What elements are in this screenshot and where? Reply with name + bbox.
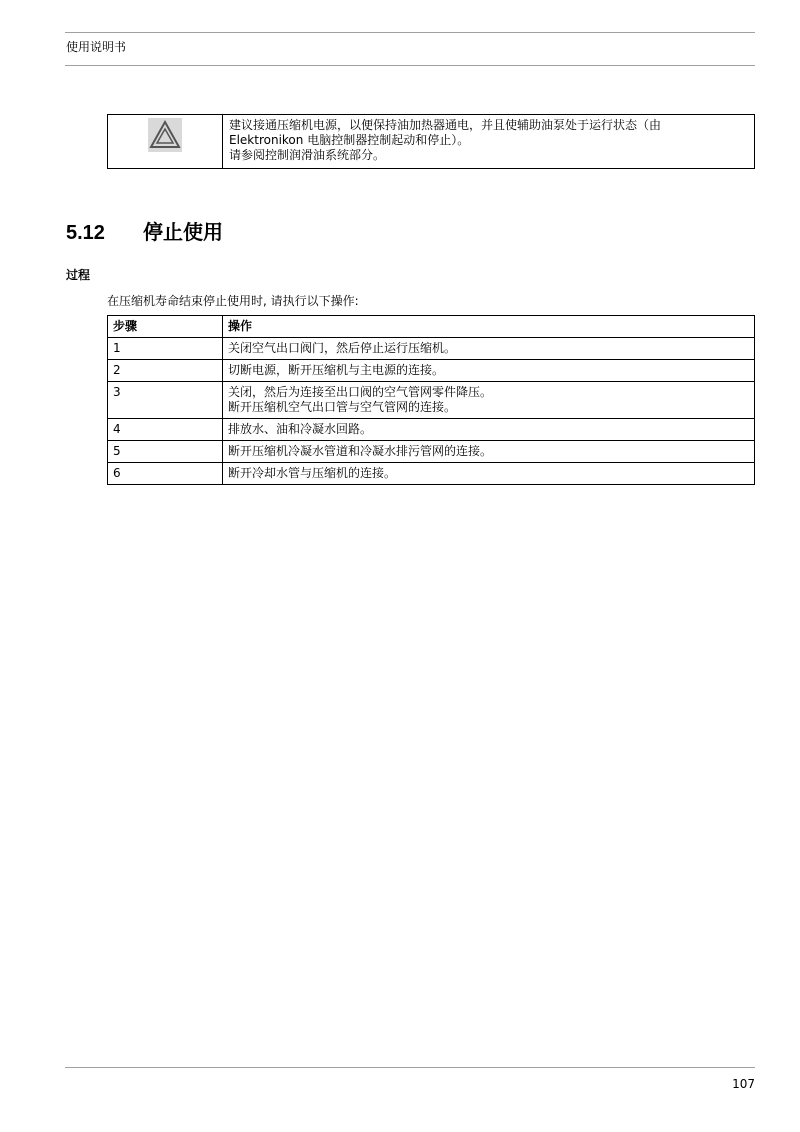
footer-rule: [65, 1067, 755, 1068]
notice-icon-cell: [108, 115, 223, 169]
step-number: 1: [108, 338, 223, 360]
notice-line: Elektronikon 电脑控制器控制起动和停止）。: [229, 133, 470, 147]
table-row: [108, 463, 755, 485]
step-column-header: 步骤: [108, 316, 223, 338]
section-title: 停止使用: [143, 222, 223, 244]
header-rule-top: [65, 32, 755, 33]
action-line: 断开压缩机空气出口管与空气管网的连接。: [228, 400, 457, 414]
notice-line: 请参阅控制润滑油系统部分。: [229, 148, 386, 162]
step-action: [223, 441, 755, 463]
procedure-intro: 在压缩机寿命结束停止使用时, 请执行以下操作:: [107, 294, 359, 308]
step-number: 3: [108, 382, 223, 419]
step-action: [223, 360, 755, 382]
section-number: 5.12: [66, 222, 105, 244]
warning-notice: [107, 114, 755, 169]
action-line: 断开压缩机冷凝水管道和冷凝水排污管网的连接。: [228, 444, 493, 458]
section-heading: [66, 216, 223, 245]
header-rule-bottom: [65, 65, 755, 66]
page-number: 107: [732, 1077, 755, 1091]
table-row: [108, 338, 755, 360]
notice-line: 建议接通压缩机电源，以便保持油加热器通电，并且使辅助油泵处于运行状态（由: [229, 118, 662, 132]
step-number: 6: [108, 463, 223, 485]
document-title: 使用说明书: [66, 40, 127, 54]
step-action: [223, 419, 755, 441]
step-action: [223, 382, 755, 419]
step-number: 4: [108, 419, 223, 441]
steps-table: [107, 315, 755, 485]
table-row: [108, 360, 755, 382]
action-line: 切断电源，断开压缩机与主电源的连接。: [228, 363, 445, 377]
notice-text-cell: [223, 115, 755, 169]
action-line: 关闭空气出口阀门，然后停止运行压缩机。: [228, 341, 457, 355]
procedure-label: 过程: [66, 268, 91, 282]
action-line: 排放水、油和冷凝水回路。: [228, 422, 373, 436]
table-header-row: [108, 316, 755, 338]
warning-triangle-icon: [148, 118, 182, 152]
step-action: [223, 338, 755, 360]
table-row: [108, 419, 755, 441]
action-column-header: 操作: [223, 316, 755, 338]
table-row: [108, 441, 755, 463]
action-line: 断开冷却水管与压缩机的连接。: [228, 466, 397, 480]
table-row: [108, 382, 755, 419]
step-number: 2: [108, 360, 223, 382]
action-line: 关闭，然后为连接至出口阀的空气管网零件降压。: [228, 385, 493, 399]
step-action: [223, 463, 755, 485]
step-number: 5: [108, 441, 223, 463]
